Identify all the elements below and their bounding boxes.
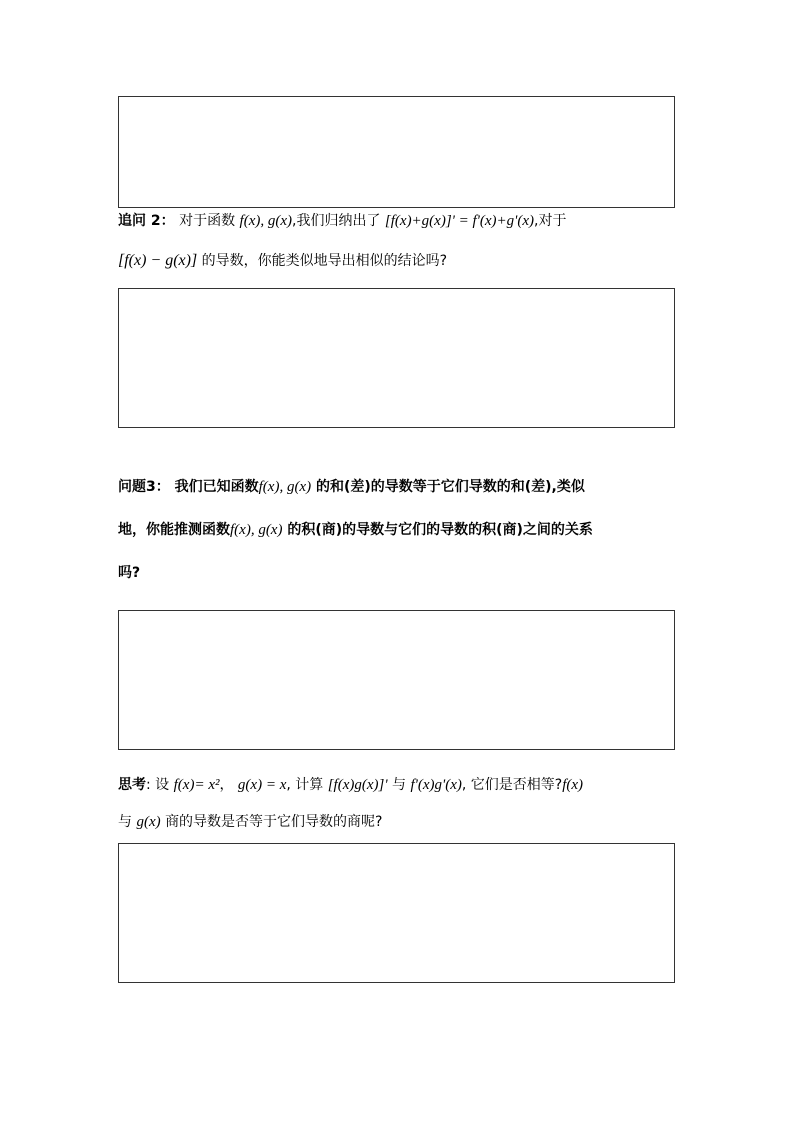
question3-line1 xyxy=(118,477,585,497)
think-text: , 计算 xyxy=(286,777,324,793)
think-text: , 它们是否相等? xyxy=(461,777,563,793)
math-f-def: f(x)= x² xyxy=(173,777,220,793)
question3-text: 的积(商)的导数与它们的导数的积(商)之间的关系 xyxy=(287,522,593,538)
math-derivative-product: f'(x)g'(x) xyxy=(410,777,462,793)
followup2-label: 追问 2： xyxy=(118,213,175,229)
math-difference: [f(x) − g(x)] xyxy=(118,252,198,269)
math-fg: f(x), g(x) xyxy=(239,213,292,229)
question3-line3 xyxy=(118,563,140,583)
followup2-text: ,对于 xyxy=(534,213,567,229)
think-text: 与 xyxy=(118,814,132,830)
math-g: g(x) xyxy=(136,814,161,830)
answer-box-1[interactable] xyxy=(118,96,675,208)
math-fg: f(x), g(x) xyxy=(258,479,312,495)
answer-box-4[interactable] xyxy=(118,843,675,983)
think-text: 商的导数是否等于它们导数的商呢? xyxy=(165,814,383,830)
math-g-def: g(x) = x xyxy=(237,777,287,793)
math-product-derivative: [f(x)g(x)]' xyxy=(327,777,388,793)
followup2-text: 的导数，你能类似地导出相似的结论吗? xyxy=(201,253,448,269)
think-text: 与 xyxy=(392,777,407,793)
question3-text: 我们已知函数 xyxy=(174,479,259,495)
think-line2 xyxy=(118,812,383,832)
followup2-text: 对于函数 xyxy=(179,213,236,229)
followup2-line2 xyxy=(118,251,447,271)
think-text: ， xyxy=(219,777,234,793)
question3-text: 吗? xyxy=(118,565,141,581)
answer-box-3[interactable] xyxy=(118,610,675,750)
followup2-line1 xyxy=(118,211,566,231)
question3-line2 xyxy=(118,520,593,540)
think-line1 xyxy=(118,775,583,795)
math-f: f(x) xyxy=(562,777,584,793)
think-text: : 设 xyxy=(146,777,170,793)
question3-text: 地，你能推测函数 xyxy=(118,522,230,538)
question3-text: 的和(差)的导数等于它们导数的和(差),类似 xyxy=(315,479,585,495)
math-sum-rule: [f(x)+g(x)]' = f'(x)+g'(x) xyxy=(384,213,534,229)
answer-box-2[interactable] xyxy=(118,288,675,428)
question3-label: 问题3： xyxy=(118,479,170,495)
math-fg: f(x), g(x) xyxy=(230,522,283,538)
followup2-text: ,我们归纳出了 xyxy=(292,213,381,229)
think-label: 思考 xyxy=(118,777,146,793)
